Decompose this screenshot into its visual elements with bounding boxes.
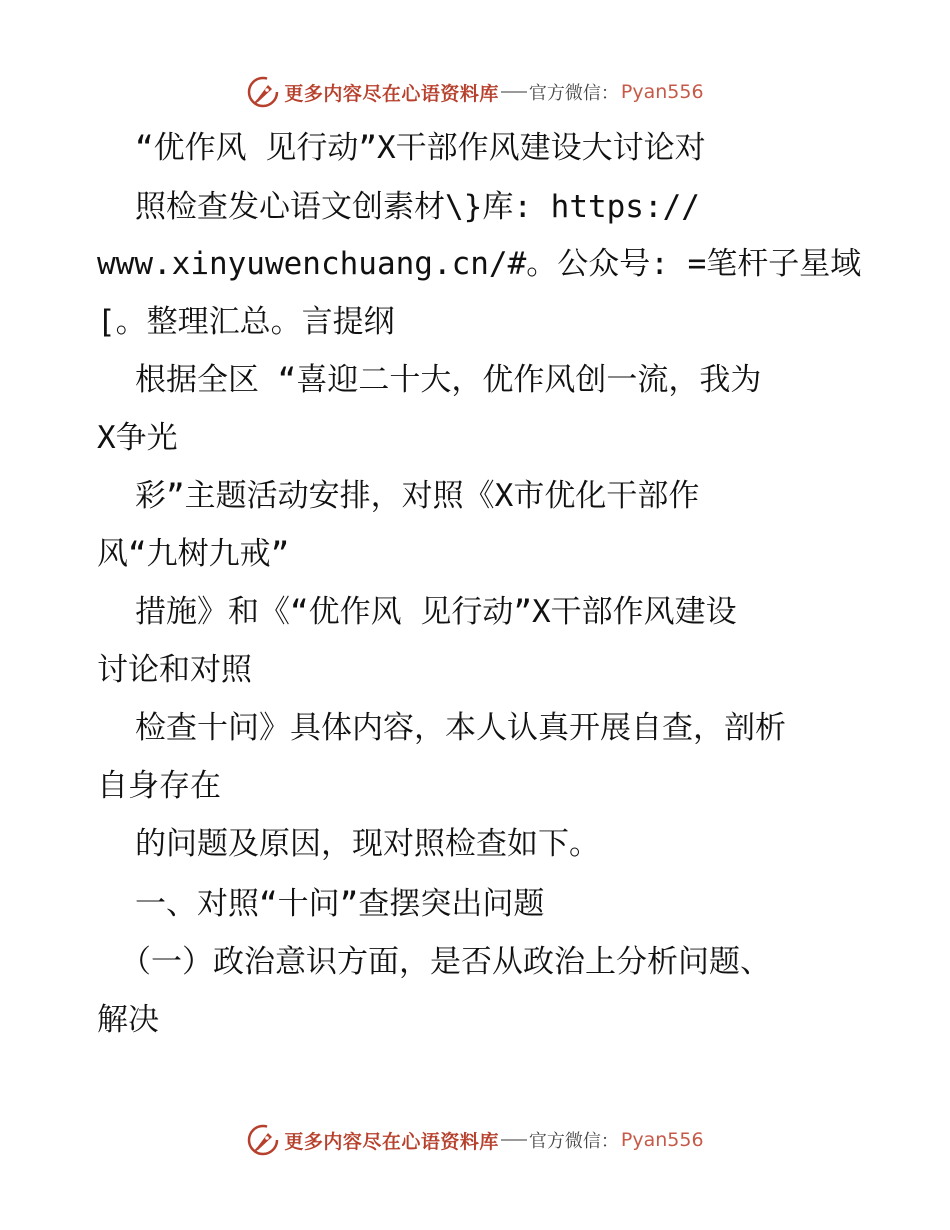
banner-dash [501,1139,527,1141]
doc-line: 照检查发心语文创素材\}库: https:// [135,189,700,225]
doc-line: 风“九树九戒” [97,536,290,572]
wechat-id: Pyan556 [620,81,704,103]
doc-line: 检查十问》具体内容，本人认真开展自查，剖析 [135,710,786,746]
doc-line: X争光 [97,420,178,456]
footer-banner [0,1120,950,1160]
doc-line: 解决 [97,1002,159,1038]
subsection-heading: （一）政治意识方面，是否从政治上分析问题、 [120,944,771,980]
library-brand-text: 更多内容尽在心语资料库 [284,82,499,105]
doc-line: 的问题及原因，现对照检查如下。 [135,826,600,862]
pen-nib-logo-icon [246,1123,280,1157]
doc-line: [。整理汇总。言提纲 [97,304,395,340]
library-brand-text: 更多内容尽在心语资料库 [284,1130,499,1153]
doc-line: www.xinyuwenchuang.cn/#。公众号: =笔杆子星域 [97,246,862,282]
section-heading: 一、对照“十问”查摆突出问题 [135,886,545,922]
wechat-label: 官方微信： [528,1131,619,1152]
doc-line: 自身存在 [97,768,221,804]
doc-line: 根据全区 “喜迎二十大，优作风创一流，我为 [135,362,762,398]
doc-line: 措施》和《“优作风 见行动”X干部作风建设 [135,594,737,630]
header-banner [0,72,950,112]
doc-line: “优作风 见行动”X干部作风建设大讨论对 [135,130,706,166]
doc-line: 讨论和对照 [97,652,252,688]
doc-line: 彩”主题活动安排，对照《X市优化干部作 [135,478,700,514]
banner-dash [501,91,527,93]
wechat-label: 官方微信： [528,83,619,104]
wechat-id: Pyan556 [620,1129,704,1151]
pen-nib-logo-icon [246,75,280,109]
